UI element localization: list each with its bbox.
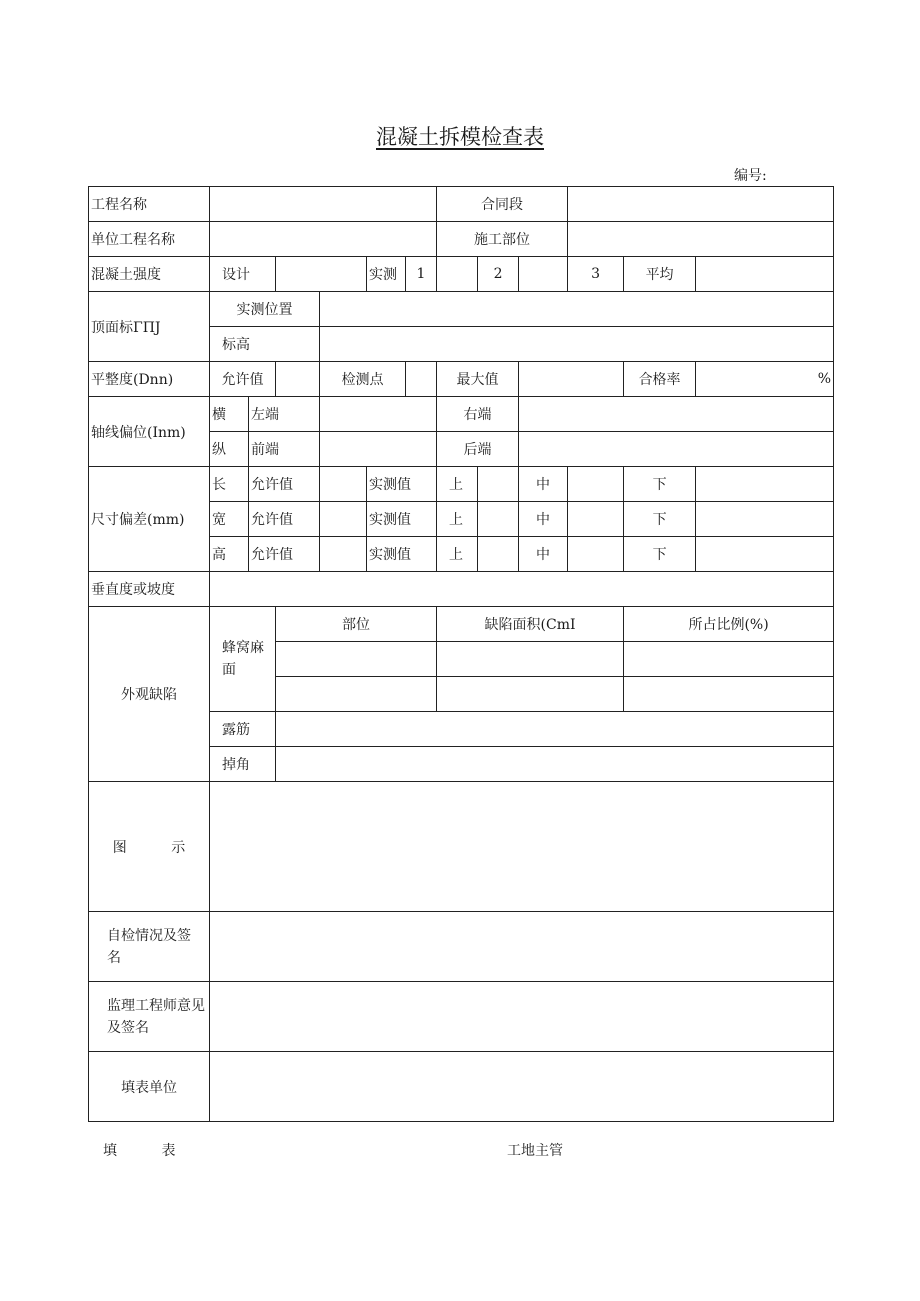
label-corner-loss: 掉角 [210,747,276,782]
label-unit-project-name: 单位工程名称 [89,222,210,257]
label-length: 长 [210,467,249,502]
label-length-upper: 上 [437,467,478,502]
row-defect-header [89,607,834,642]
inspection-form-table [88,186,834,1122]
row-supervisor [89,982,834,1052]
row-concrete-strength [89,257,834,292]
label-flatness-allowable: 允许值 [210,362,276,397]
unit-project-name-value[interactable] [210,222,437,257]
footer-site-manager: 工地主管 [507,1143,563,1159]
label-top-elevation: 顶面标ΓΠJ [89,292,210,362]
label-filling-unit: 填表单位 [89,1052,210,1122]
label-front-end: 前端 [249,432,320,467]
length-allowable-value[interactable] [320,467,367,502]
footer-filler: 填 表 [103,1143,176,1159]
label-height-allowable: 允许值 [249,537,320,572]
front-end-value[interactable] [320,432,437,467]
label-verticality: 垂直度或坡度 [89,572,210,607]
row-diagram [89,782,834,912]
measure-1-value[interactable] [437,257,478,292]
check-points-value[interactable] [406,362,437,397]
honeycomb-area-2[interactable] [437,677,624,712]
label-contract-section: 合同段 [437,187,568,222]
label-honeycomb: 蜂窝麻面 [210,607,276,712]
height-allowable-value[interactable] [320,537,367,572]
width-lower-value[interactable] [696,502,834,537]
honeycomb-proportion-2[interactable] [624,677,834,712]
row-axis-horizontal [89,397,834,432]
label-defect-area: 缺陷面积(CmI [437,607,624,642]
label-average: 平均 [624,257,696,292]
width-middle-value[interactable] [568,502,624,537]
row-verticality [89,572,834,607]
label-measure-3: 3 [568,257,624,292]
self-check-value[interactable] [210,912,834,982]
honeycomb-part-2[interactable] [276,677,437,712]
row-top-elevation-position [89,292,834,327]
height-lower-value[interactable] [696,537,834,572]
label-height-measured: 实测值 [367,537,437,572]
number-label: 编号: [734,168,767,184]
average-value[interactable] [696,257,834,292]
width-allowable-value[interactable] [320,502,367,537]
length-upper-value[interactable] [478,467,519,502]
label-elevation: 标高 [210,327,320,362]
elevation-value[interactable] [320,327,834,362]
label-length-lower: 下 [624,467,696,502]
construction-part-value[interactable] [568,222,834,257]
label-measured: 实测 [367,257,406,292]
label-width-lower: 下 [624,502,696,537]
height-middle-value[interactable] [568,537,624,572]
label-horizontal: 横 [210,397,249,432]
label-right-end: 右端 [437,397,519,432]
label-width-middle: 中 [519,502,568,537]
label-construction-part: 施工部位 [437,222,568,257]
label-width: 宽 [210,502,249,537]
honeycomb-area-1[interactable] [437,642,624,677]
label-supervisor: 监理工程师意见及签名 [89,982,210,1052]
label-height-upper: 上 [437,537,478,572]
label-project-name: 工程名称 [89,187,210,222]
label-design: 设计 [210,257,276,292]
row-unit-project-name [89,222,834,257]
height-upper-value[interactable] [478,537,519,572]
label-exposed-rebar: 露筋 [210,712,276,747]
verticality-value[interactable] [210,572,834,607]
label-flatness: 平整度(Dnn) [89,362,210,397]
honeycomb-proportion-1[interactable] [624,642,834,677]
row-flatness [89,362,834,397]
label-length-allowable: 允许值 [249,467,320,502]
width-upper-value[interactable] [478,502,519,537]
row-size-length [89,467,834,502]
length-lower-value[interactable] [696,467,834,502]
rear-end-value[interactable] [519,432,834,467]
label-proportion: 所占比例(%) [624,607,834,642]
right-end-value[interactable] [519,397,834,432]
measure-position-value[interactable] [320,292,834,327]
label-size-deviation: 尺寸偏差(mm) [89,467,210,572]
label-vertical: 纵 [210,432,249,467]
page-title: 混凝土拆模检查表 [376,125,544,149]
row-self-check [89,912,834,982]
label-height-middle: 中 [519,537,568,572]
label-rear-end: 后端 [437,432,519,467]
label-height-lower: 下 [624,537,696,572]
flatness-allowable-value[interactable] [276,362,320,397]
label-self-check: 自检情况及签 名 [89,912,210,982]
label-width-upper: 上 [437,502,478,537]
row-project-name [89,187,834,222]
length-middle-value[interactable] [568,467,624,502]
label-left-end: 左端 [249,397,320,432]
label-measure-2: 2 [478,257,519,292]
label-check-points: 检测点 [320,362,406,397]
project-name-value[interactable] [210,187,437,222]
contract-section-value[interactable] [568,187,834,222]
label-appearance-defects: 外观缺陷 [89,607,210,782]
left-end-value[interactable] [320,397,437,432]
label-length-middle: 中 [519,467,568,502]
label-diagram: 图 示 [89,782,210,912]
label-width-measured: 实测值 [367,502,437,537]
label-pass-rate: 合格率 [624,362,696,397]
row-filling-unit [89,1052,834,1122]
label-measure-position: 实测位置 [210,292,320,327]
label-max-value: 最大值 [437,362,519,397]
design-value[interactable] [276,257,367,292]
label-height: 高 [210,537,249,572]
label-part: 部位 [276,607,437,642]
supervisor-value[interactable] [210,982,834,1052]
filling-unit-value[interactable] [210,1052,834,1122]
max-value-value[interactable] [519,362,624,397]
label-length-measured: 实测值 [367,467,437,502]
label-width-allowable: 允许值 [249,502,320,537]
honeycomb-part-1[interactable] [276,642,437,677]
pass-rate-percent: % [696,362,834,397]
diagram-area[interactable] [210,782,834,912]
label-axis-offset: 轴线偏位(Inm) [89,397,210,467]
label-concrete-strength: 混凝土强度 [89,257,210,292]
exposed-rebar-value[interactable] [276,712,834,747]
corner-loss-value[interactable] [276,747,834,782]
label-measure-1: 1 [406,257,437,292]
measure-2-value[interactable] [519,257,568,292]
